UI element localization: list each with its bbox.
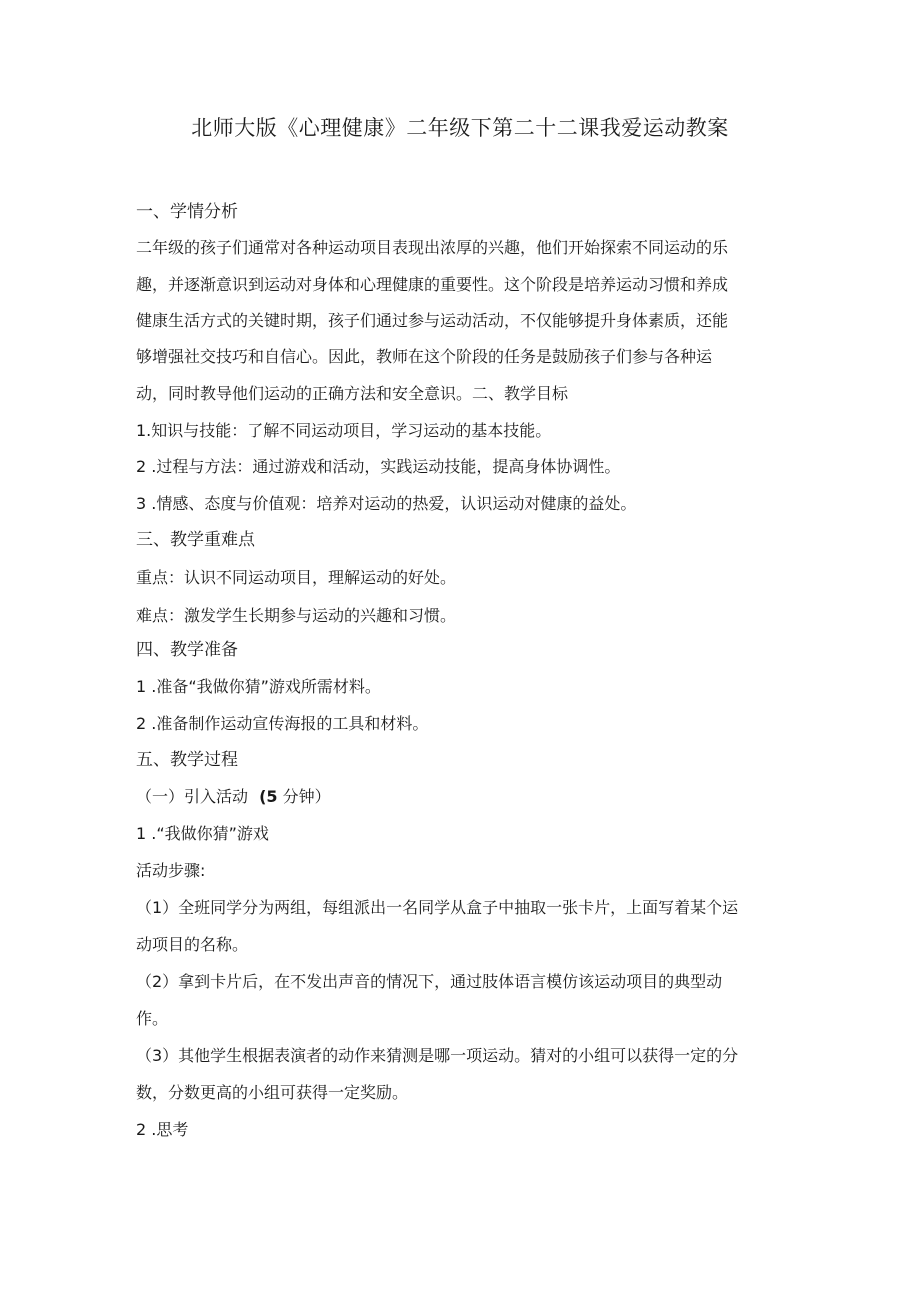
paragraph-line: （1）全班同学分为两组，每组派出一名同学从盒子中抽取一张卡片，上面写着某个运	[136, 898, 739, 917]
paragraph-line: 趣，并逐渐意识到运动对身体和心理健康的重要性。这个阶段是培养运动习惯和养成	[136, 275, 729, 294]
section-heading-3: 三、教学重难点	[136, 530, 255, 550]
paragraph-line: 动项目的名称。	[136, 935, 249, 954]
section-heading-1: 一、学情分析	[136, 202, 238, 222]
list-item: 3 .情感、态度与价值观：培养对运动的热爱，认识运动对健康的益处。	[136, 494, 637, 513]
list-item: 2 .过程与方法：通过游戏和活动，实践运动技能，提高身体协调性。	[136, 457, 621, 476]
paragraph-line: 健康生活方式的关键时期，孩子们通过参与运动活动，不仅能够提升身体素质，还能	[136, 311, 729, 330]
list-item: 1 .准备“我做你猜”游戏所需材料。	[136, 677, 381, 696]
list-item: 1 .“我做你猜”游戏	[136, 824, 269, 843]
subsection-label: （一）引入活动	[136, 787, 249, 806]
paragraph-line: （2）拿到卡片后，在不发出声音的情况下，通过肢体语言模仿该运动项目的典型动	[136, 972, 723, 991]
paragraph-line: 数，分数更高的小组可获得一定奖励。	[136, 1083, 409, 1102]
intro-time: (5	[259, 787, 278, 806]
paragraph-line: 作。	[136, 1009, 169, 1028]
list-item: 2 .思考	[136, 1120, 189, 1139]
section-heading-5: 五、教学过程	[136, 750, 238, 770]
section-heading-4: 四、教学准备	[136, 640, 238, 660]
paragraph-line: 活动步骤:	[136, 861, 206, 880]
paragraph-line: 动，同时教导他们运动的正确方法和安全意识。二、教学目标	[136, 384, 569, 403]
paragraph-line: 够增强社交技巧和自信心。因此，教师在这个阶段的任务是鼓励孩子们参与各种运	[136, 347, 713, 366]
paragraph-line: （3）其他学生根据表演者的动作来猜测是哪一项运动。猜对的小组可以获得一定的分	[136, 1046, 739, 1065]
intro-unit: 分钟）	[282, 787, 331, 806]
paragraph-line: 难点：激发学生长期参与运动的兴趣和习惯。	[136, 606, 457, 625]
subsection-heading	[136, 785, 331, 809]
list-item: 2 .准备制作运动宣传海报的工具和材料。	[136, 714, 429, 733]
document-title: 北师大版《心理健康》二年级下第二十二课我爱运动教案	[191, 116, 729, 140]
list-item: 1.知识与技能：了解不同运动项目，学习运动的基本技能。	[136, 421, 552, 440]
paragraph-line: 二年级的孩子们通常对各种运动项目表现出浓厚的兴趣，他们开始探索不同运动的乐	[136, 238, 729, 257]
paragraph-line: 重点：认识不同运动项目，理解运动的好处。	[136, 568, 457, 587]
